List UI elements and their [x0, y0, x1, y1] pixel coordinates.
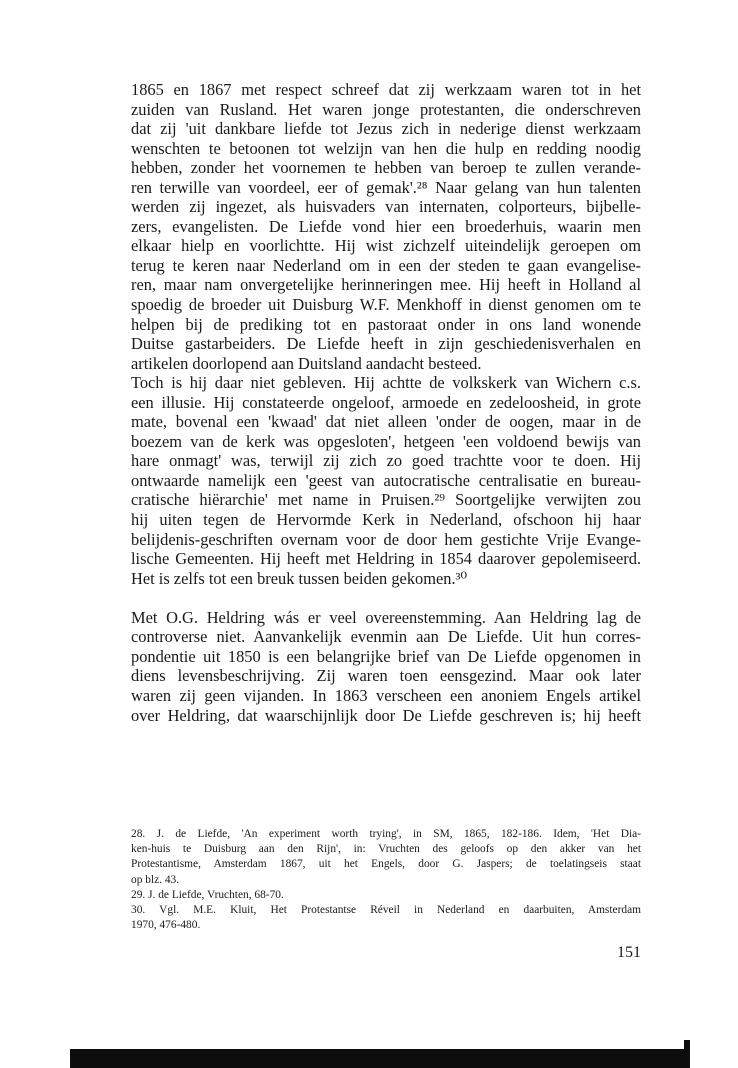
text-line: controverse niet. Aanvankelijk evenmin aan De Liefde. Uit hun corres- [131, 627, 641, 647]
text-line: hebben, zonder het voornemen te hebben van beroep te zullen verande- [131, 158, 641, 178]
text-line: mate, bovenal een 'kwaad' dat niet alleen 'onder de oogen, maar in de [131, 412, 641, 432]
scan-edge-corner [684, 1040, 690, 1068]
text-line: spoedig de broeder uit Duisburg W.F. Menkhoff in dienst genomen om te [131, 295, 641, 315]
paragraph-2 [131, 373, 641, 588]
text-line: Het is zelfs tot een breuk tussen beiden gekomen.³⁰ [131, 568, 468, 588]
footnote-line: op blz. 43. [131, 873, 180, 886]
scan-edge-bar [70, 1049, 690, 1068]
text-line: wenschten te betoonen tot welzijn van hen die hulp en redding noodig [131, 138, 641, 158]
text-line: lische Gemeenten. Hij heeft met Heldring in 1854 daarover gepolemiseerd. [131, 549, 641, 569]
text-line: hij uiten tegen de Hervormde Kerk in Nederland, ofschoon hij haar [131, 510, 641, 530]
text-line: hare onmagt' was, terwijl zij zich zo goed trachtte voor te doen. Hij [131, 451, 641, 471]
text-line: artikelen doorlopend aan Duitsland aandacht besteed. [131, 353, 482, 373]
text-line: cratische hiërarchie' met name in Pruisen.²⁹ Soortgelijke verwijten zou [131, 490, 641, 510]
footnote-line: 29. J. de Liefde, Vruchten, 68-70. [131, 888, 284, 901]
text-line: belijdenis-geschriften overnam voor de door hem gestichte Vrije Evange- [131, 529, 641, 549]
text-line: 1865 en 1867 met respect schreef dat zij werkzaam waren tot in het [131, 80, 641, 99]
footnote-line: ken-huis te Duisburg aan den Rijn', in: Vruchten des geloofs op den akker van het [131, 843, 641, 856]
text-line: terug te keren naar Nederland om in een der steden te gaan evangelise- [131, 255, 641, 275]
footnotes [131, 827, 641, 933]
text-line: Duitse gastarbeiders. De Liefde heeft in zijn geschiedenisverhalen en [131, 334, 641, 354]
text-line: elkaar hielp en voorlichtte. Hij wist zichzelf uiteindelijk geroepen om [131, 236, 641, 256]
footnote-line: 30. Vgl. M.E. Kluit, Het Protestantse Réveil in Nederland en daarbuiten, Amsterdam [131, 903, 641, 916]
text-line: een illusie. Hij constateerde ongeloof, armoede en zedeloosheid, in grote [131, 392, 641, 412]
page-number: 151 [617, 944, 641, 961]
text-line: werden zij ingezet, als huisvaders van internaten, colporteurs, bijbelle- [131, 197, 641, 217]
paragraph-gap [131, 588, 641, 608]
text-line: Toch is hij daar niet gebleven. Hij achtte de volkskerk van Wichern c.s. [131, 373, 641, 393]
text-line: Met O.G. Heldring wás er veel overeenstemming. Aan Heldring lag de [131, 607, 641, 627]
paragraph-3 [131, 608, 641, 725]
footnote-line: Protestantisme, Amsterdam 1867, uit het Engels, door G. Jaspers; de toelatingseis staat [131, 858, 641, 871]
text-line: boezem van de kerk was opgesloten', hetgeen 'een voldoend bewijs van [131, 431, 641, 451]
text-line: dat zij 'uit dankbare liefde tot Jezus zich in nederige dienst werkzaam [131, 119, 641, 139]
text-line: ren terwille van voordeel, eer of gemak'.²⁸ Naar gelang van hun talenten [131, 177, 641, 197]
main-text [131, 80, 641, 725]
footnote-line: 1970, 476-480. [131, 919, 201, 932]
text-line: zers, evangelisten. De Liefde vond hier een broederhuis, waarin men [131, 216, 641, 236]
text-line: ren, maar nam onvergetelijke herinneringen mee. Hij heeft in Holland al [131, 275, 641, 295]
text-line: over Heldring, dat waarschijnlijk door De Liefde geschreven is; hij heeft [131, 705, 641, 725]
text-line: ontwaarde namelijk een 'geest van autocratische centralisatie en bureau- [131, 470, 641, 490]
text-line: pondentie uit 1850 is een belangrijke brief van De Liefde opgenomen in [131, 646, 641, 666]
paragraph-1 [131, 80, 641, 373]
text-line: zuiden van Rusland. Het waren jonge protestanten, die onderschreven [131, 99, 641, 119]
text-line: waren zij geen vijanden. In 1863 verscheen een anoniem Engels artikel [131, 685, 641, 705]
footnote-line: 28. J. de Liefde, 'An experiment worth trying', in SM, 1865, 182-186. Idem, 'Het Dia- [131, 828, 641, 840]
text-line: diens levensbeschrijving. Zij waren toen eensgezind. Maar ook later [131, 666, 641, 686]
text-line: helpen bij de prediking tot en pastoraat onder in ons land wonende [131, 314, 641, 334]
